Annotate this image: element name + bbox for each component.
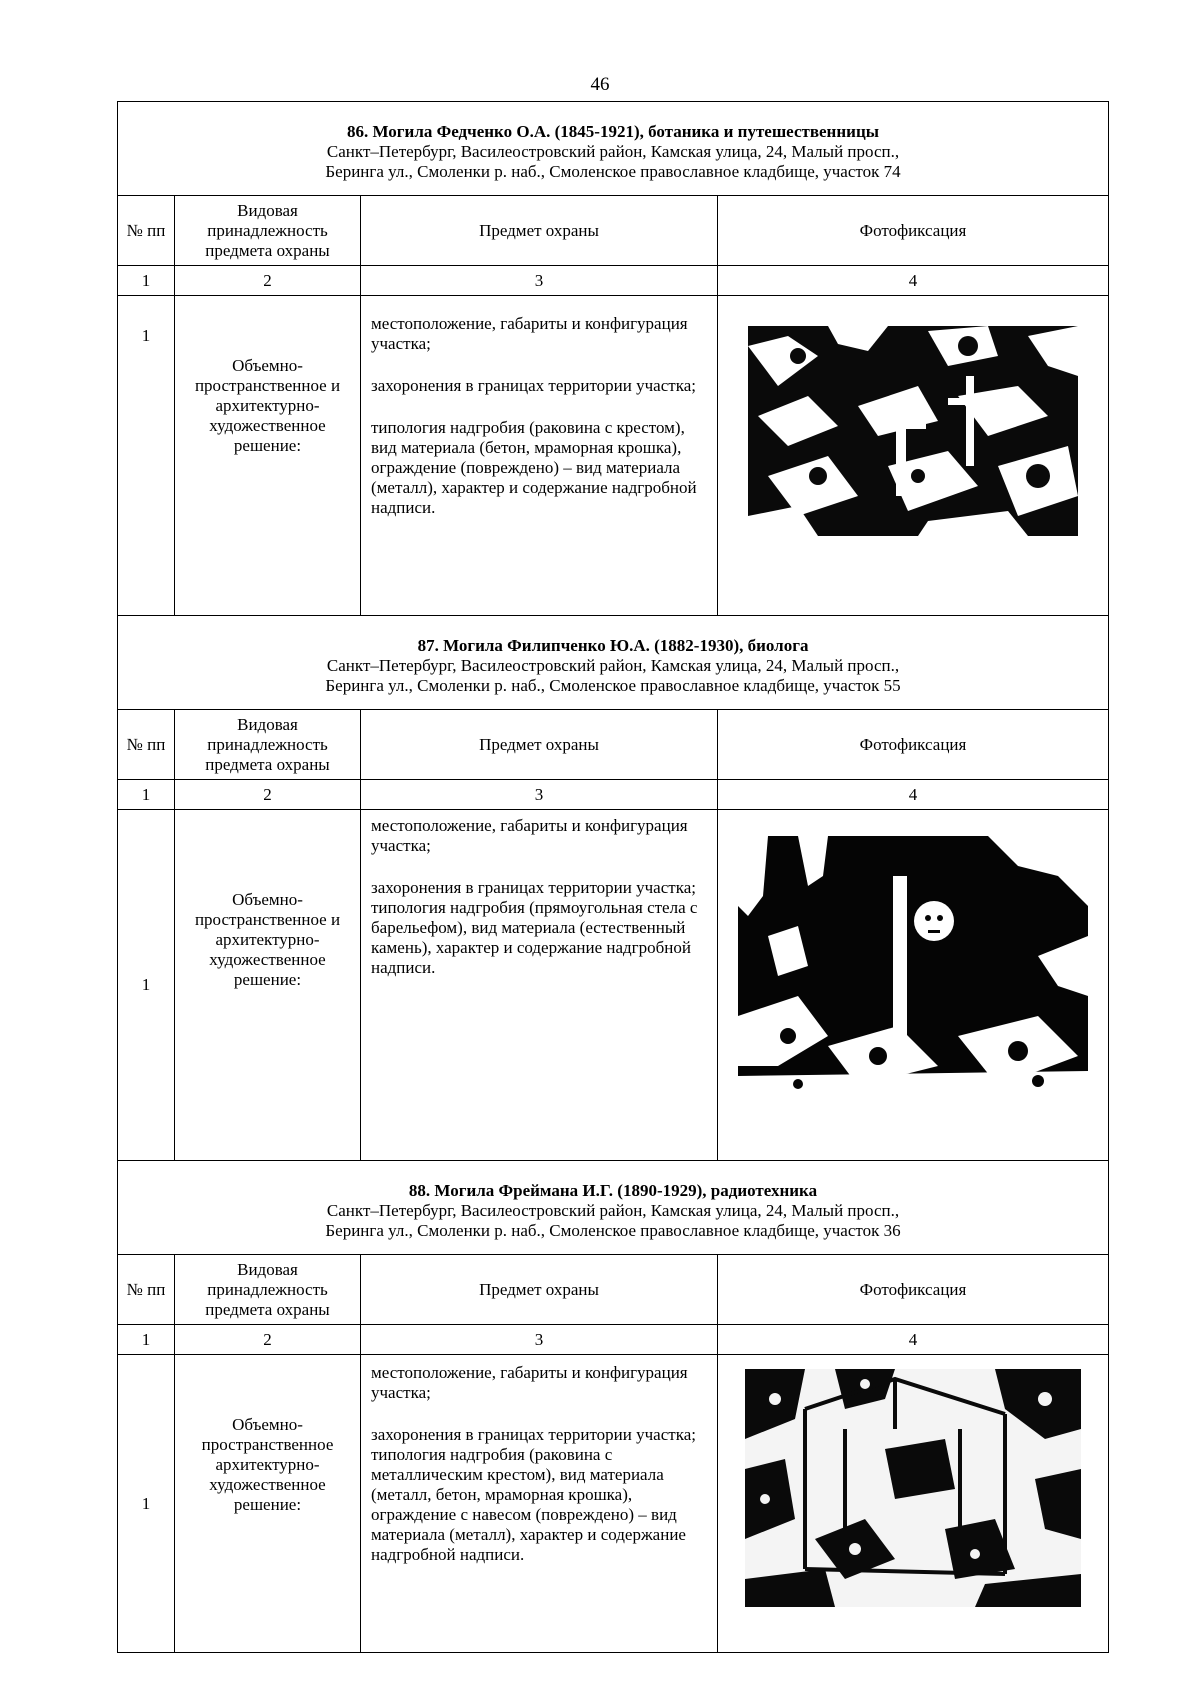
col-number: 2 <box>175 780 361 810</box>
section-title: 86. Могила Федченко О.А. (1845-1921), ботаника и путешественницы <box>346 122 880 141</box>
col-number: 1 <box>118 266 175 296</box>
row-photo-cell <box>718 810 1109 1161</box>
section-title: 87. Могила Филипченко Ю.А. (1882-1930), биолога <box>417 636 809 655</box>
header-kind: Видовая принадлежность предмета охраны <box>175 710 361 780</box>
row-number: 1 <box>118 1355 175 1653</box>
table-row <box>118 810 1109 1161</box>
header-photo: Фотофиксация <box>718 710 1109 780</box>
subject-item: захоронения в границах территории участка; <box>371 878 696 897</box>
table-row <box>118 1355 1109 1653</box>
col-number: 4 <box>718 780 1109 810</box>
header-kind: Видовая принадлежность предмета охраны <box>175 1255 361 1325</box>
col-number: 3 <box>361 780 718 810</box>
subject-item: местоположение, габариты и конфигурация участка; <box>371 1363 688 1402</box>
row-number: 1 <box>118 810 175 1161</box>
section-address-line: Санкт–Петербург, Василеостровский район, Камская улица, 24, Малый просп., <box>326 142 900 161</box>
header-num: № пп <box>118 710 175 780</box>
grave-photo <box>738 836 1088 1094</box>
col-number: 4 <box>718 266 1109 296</box>
grave-photo <box>745 1369 1081 1607</box>
table-row <box>118 296 1109 616</box>
grave-photo <box>748 326 1078 536</box>
page-number: 46 <box>590 74 610 95</box>
column-header-row <box>118 710 1109 780</box>
col-number: 1 <box>118 1325 175 1355</box>
heritage-table <box>117 101 1108 1653</box>
header-subject: Предмет охраны <box>361 196 718 266</box>
row-kind: Объемно-пространственное архитектурно-художественное решение: <box>175 1355 361 1653</box>
subject-item: захоронения в границах территории участка; <box>371 1425 696 1444</box>
header-photo: Фотофиксация <box>718 1255 1109 1325</box>
col-number: 2 <box>175 1325 361 1355</box>
col-number: 2 <box>175 266 361 296</box>
column-number-row <box>118 266 1109 296</box>
column-header-row <box>118 1255 1109 1325</box>
row-photo-cell <box>718 1355 1109 1653</box>
section-address-line: Беринга ул., Смоленки р. наб., Смоленское православное кладбище, участок 74 <box>325 162 901 181</box>
section-title-block <box>118 1161 1109 1255</box>
header-kind: Видовая принадлежность предмета охраны <box>175 196 361 266</box>
section-title-block <box>118 616 1109 710</box>
header-subject: Предмет охраны <box>361 1255 718 1325</box>
row-subject <box>361 810 718 1161</box>
col-number: 3 <box>361 1325 718 1355</box>
column-number-row <box>118 780 1109 810</box>
grave-photo-image <box>738 836 1088 1094</box>
header-subject: Предмет охраны <box>361 710 718 780</box>
subject-item: типология надгробия (прямоугольная стела с барельефом), вид материала (естественный камень), характер и содержание надгробной надписи. <box>371 898 698 977</box>
row-subject <box>361 296 718 616</box>
section-address-line: Беринга ул., Смоленки р. наб., Смоленское православное кладбище, участок 36 <box>325 1221 901 1240</box>
section-88-header <box>118 1161 1109 1255</box>
column-number-row <box>118 1325 1109 1355</box>
section-title-block <box>118 102 1109 196</box>
section-address-line: Санкт–Петербург, Василеостровский район, Камская улица, 24, Малый просп., <box>326 1201 900 1220</box>
row-number: 1 <box>118 296 175 616</box>
subject-item: захоронения в границах территории участка; <box>371 376 696 395</box>
col-number: 1 <box>118 780 175 810</box>
subject-item: типология надгробия (раковина с металлическим крестом), вид материала (металл, бетон, мраморная крошка), ограждение с навесом (повреждено) – вид материала (металл), характер и содержание надгробной надписи. <box>371 1445 686 1564</box>
row-photo-cell <box>718 296 1109 616</box>
section-86-header <box>118 102 1109 196</box>
header-photo: Фотофиксация <box>718 196 1109 266</box>
subject-item: местоположение, габариты и конфигурация участка; <box>371 314 688 353</box>
col-number: 4 <box>718 1325 1109 1355</box>
header-num: № пп <box>118 196 175 266</box>
grave-photo-image <box>745 1369 1081 1607</box>
subject-item: типология надгробия (раковина с крестом), вид материала (бетон, мраморная крошка), ограждение (повреждено) – вид материала (металл), характер и содержание надгробной надписи. <box>371 418 697 517</box>
header-num: № пп <box>118 1255 175 1325</box>
column-header-row <box>118 196 1109 266</box>
section-address-line: Санкт–Петербург, Василеостровский район, Камская улица, 24, Малый просп., <box>326 656 900 675</box>
subject-item: местоположение, габариты и конфигурация участка; <box>371 816 688 855</box>
row-kind: Объемно-пространственное и архитектурно-художественное решение: <box>175 296 361 616</box>
section-address-line: Беринга ул., Смоленки р. наб., Смоленское православное кладбище, участок 55 <box>325 676 901 695</box>
col-number: 3 <box>361 266 718 296</box>
section-title: 88. Могила Фреймана И.Г. (1890-1929), радиотехника <box>408 1181 818 1200</box>
grave-photo-image <box>748 326 1078 536</box>
row-subject <box>361 1355 718 1653</box>
row-kind: Объемно-пространственное и архитектурно-художественное решение: <box>175 810 361 1161</box>
section-87-header <box>118 616 1109 710</box>
